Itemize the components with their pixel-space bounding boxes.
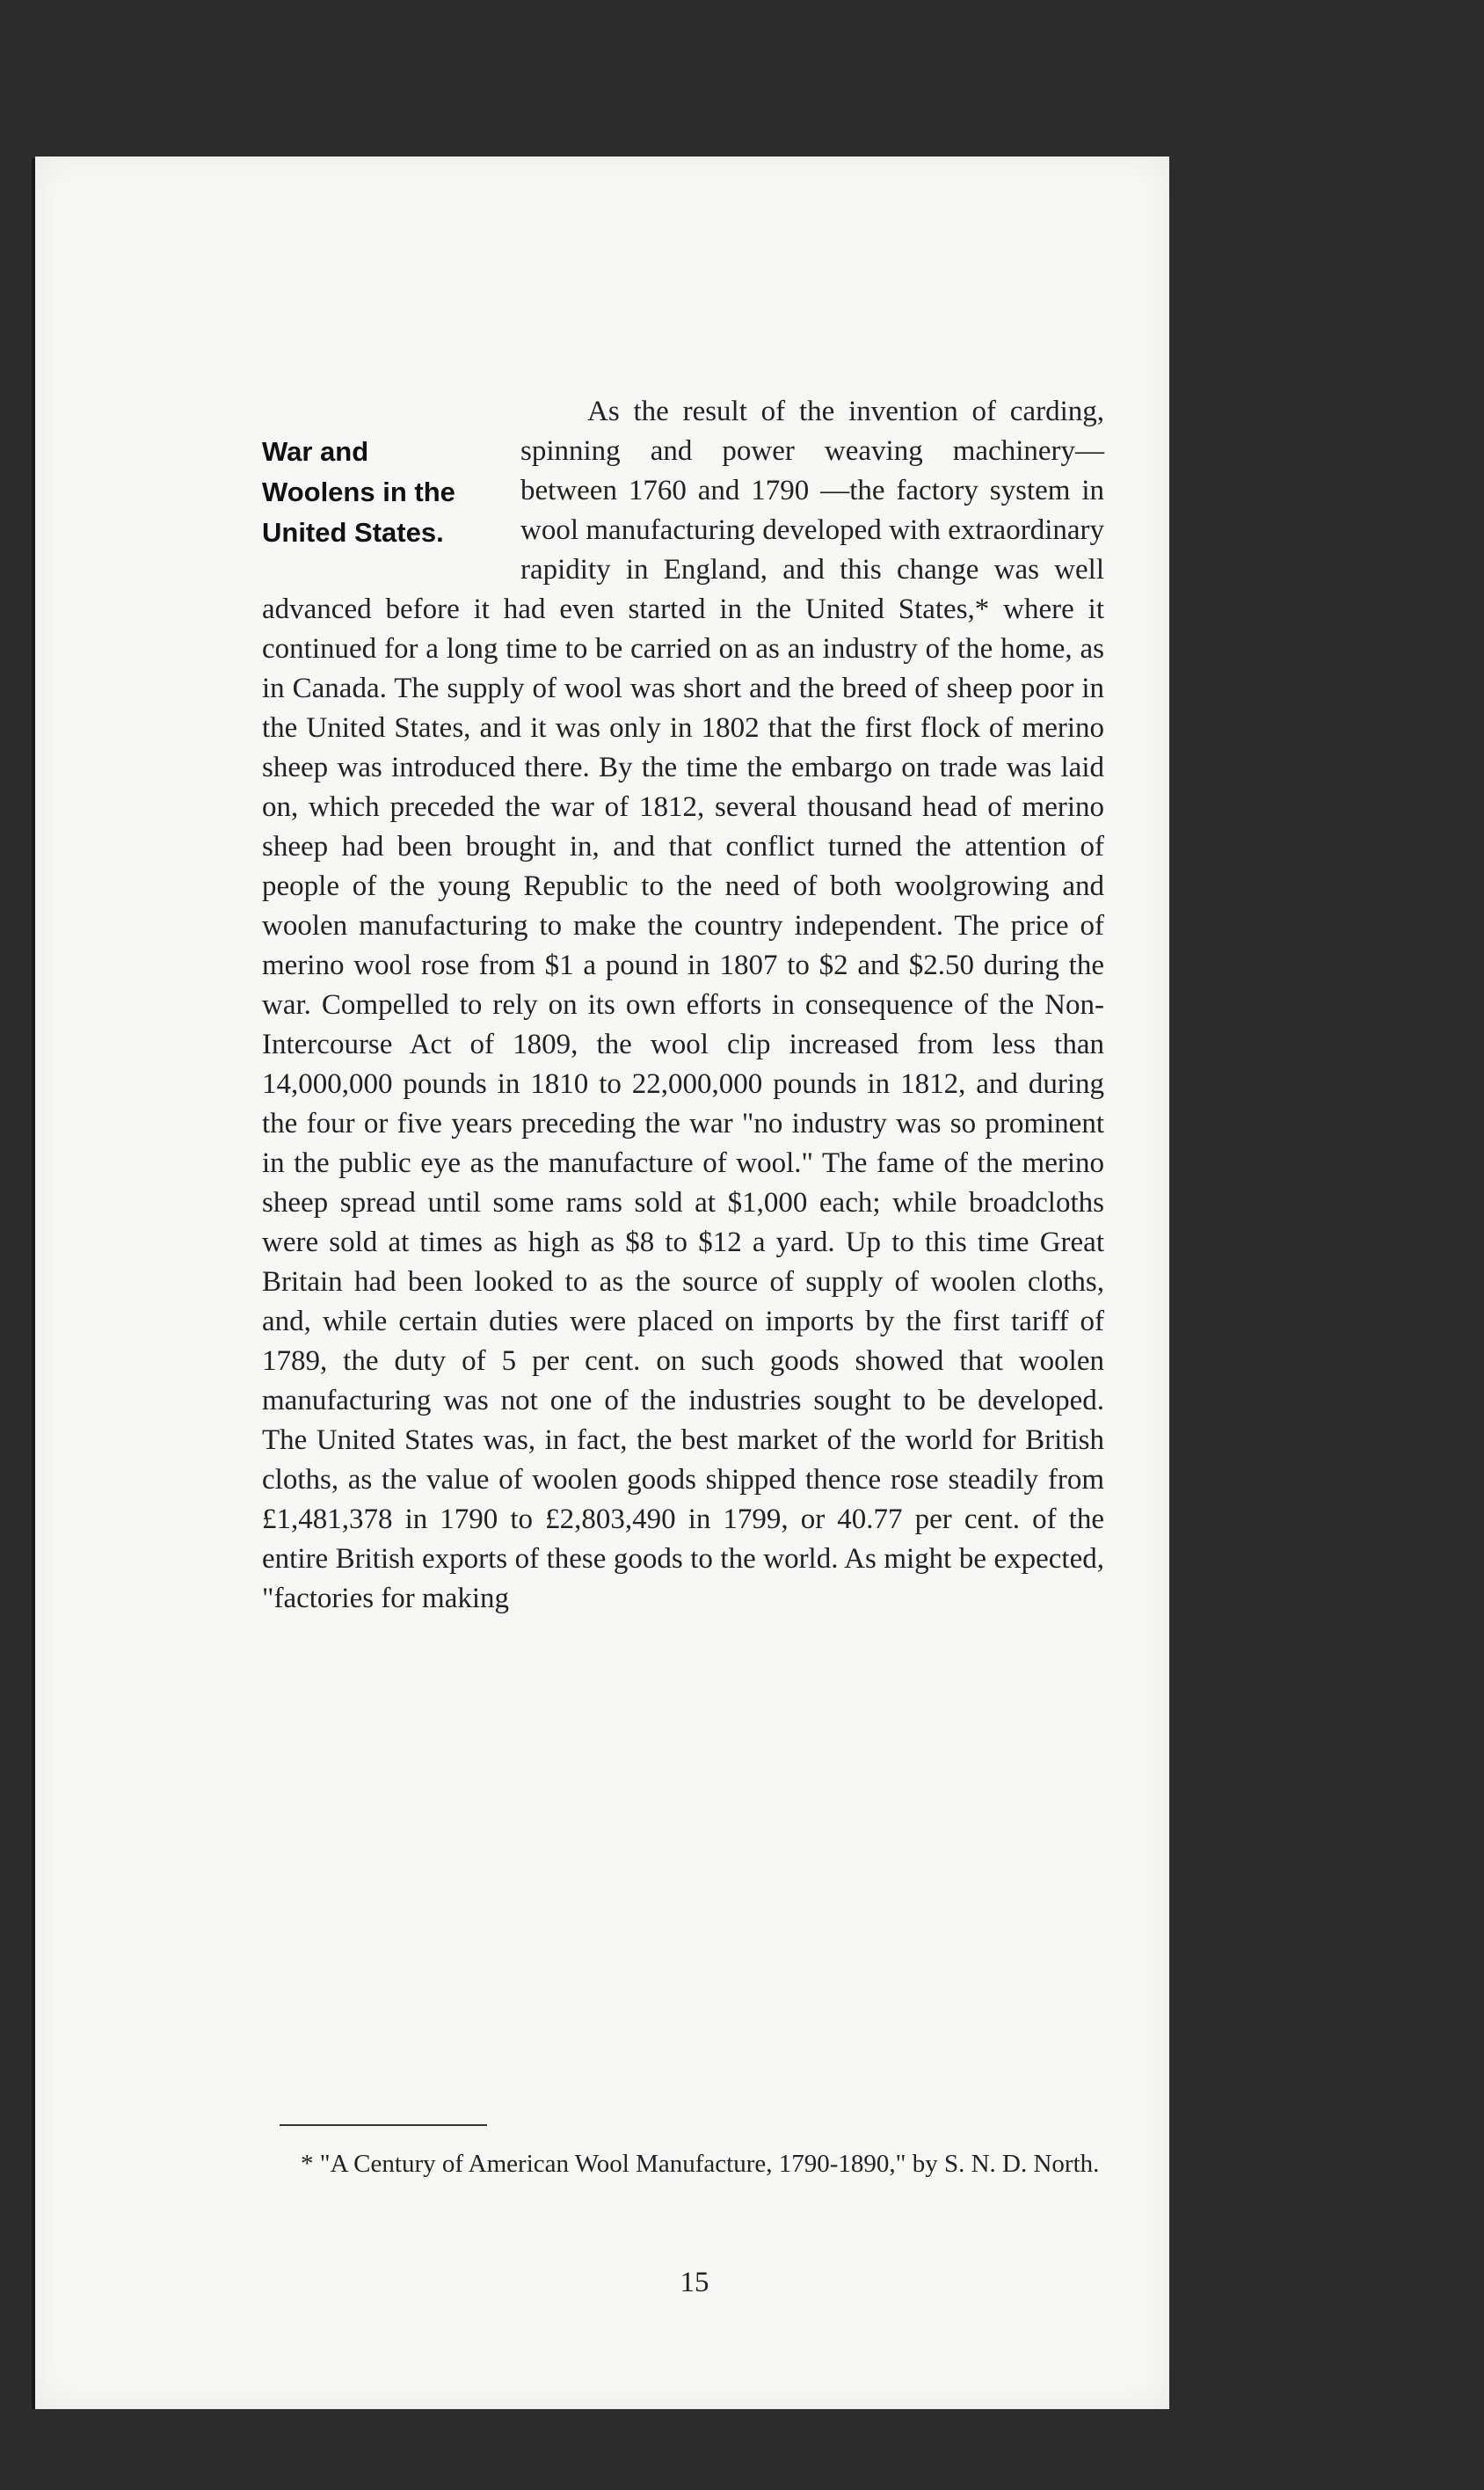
page-number: 15 (680, 2267, 709, 2298)
book-page (35, 157, 1169, 2409)
margin-heading-line-3: United States. (262, 517, 444, 548)
footnote: * "A Century of American Wool Manufacture, 1790-1890," by S. N. D. North. (301, 2150, 1100, 2178)
margin-heading-line-1: War and (262, 436, 369, 467)
footnote-rule (280, 2124, 487, 2126)
body-text-block (262, 392, 1104, 1619)
margin-heading (262, 432, 508, 553)
margin-heading-line-2: Woolens in the (262, 477, 455, 507)
body-paragraph: As the result of the invention of carding, spinning and power weaving machinery—between 1760 and 1790 —the factory system in wool manufacturing developed with extraordinary rapidity in England, and this change was well advanced before it had even started in the United States,* where it continued for a long time to be carried on as an industry of the home, as in Canada. The supply of wool was short and the breed of sheep poor in the United States, and it was only in 1802 that the first flock of merino sheep was introduced there. By the time the embargo on trade was laid on, which preceded the war of 1812, several thousand head of merino sheep had been brought in, and that conflict turned the attention of people of the young Republic to the need of both woolgrowing and woolen manufacturing to make the country independent. The price of merino wool rose from $1 a pound in 1807 to $2 and $2.50 during the war. Compelled to rely on its own efforts in consequence of the Non-Intercourse Act of 1809, the wool clip increased from less than 14,000,000 pounds in 1810 to 22,000,000 pounds in 1812, and during the four or five years preceding the war "no industry was so prominent in the public eye as the manufacture of wool." The fame of the merino sheep spread until some rams sold at $1,000 each; while broadcloths were sold at times as high as $8 to $12 a yard. Up to this time Great Britain had been looked to as the source of supply of woolen cloths, and, while certain duties were placed on imports by the first tariff of 1789, the duty of 5 per cent. on such goods showed that woolen manufacturing was not one of the industries sought to be developed. The United States was, in fact, the best market of the world for British cloths, as the value of woolen goods shipped thence rose steadily from £1,481,378 in 1790 to £2,803,490 in 1799, or 40.77 per cent. of the entire British exports of these goods to the world. As might be expected, "factories for making (262, 396, 1104, 1614)
